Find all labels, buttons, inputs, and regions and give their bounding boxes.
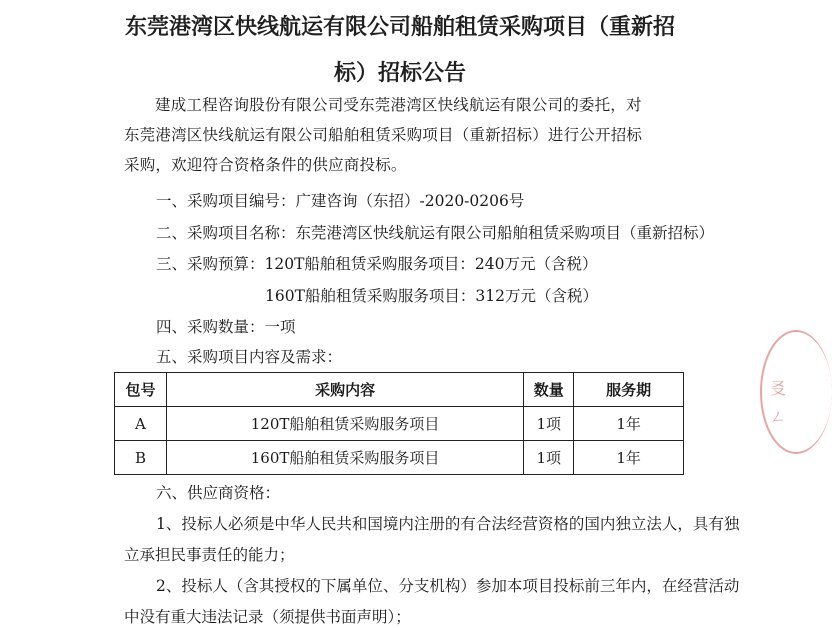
cell-quantity: 1项 <box>524 441 574 475</box>
qualification-1-line2: 立承担民事责任的能力； <box>124 546 295 564</box>
cell-content: 120T船舶租赁采购服务项目 <box>166 407 523 441</box>
cell-period: 1年 <box>574 441 684 475</box>
seal-glyph: 㕛 <box>770 379 787 398</box>
qualification-2-line1: 2、投标人（含其授权的下属单位、分支机构）参加本项目投标前三年内，在经营活动 <box>156 577 740 595</box>
header-package-no: 包号 <box>115 373 167 407</box>
seal-glyph: ㄥ <box>770 407 787 426</box>
table-row <box>115 407 684 441</box>
item-budget-160t: 160T船舶租赁采购服务项目：312万元（含税） <box>265 287 599 305</box>
cell-package: A <box>115 407 167 441</box>
table-row <box>115 441 684 475</box>
procurement-table <box>114 372 684 475</box>
cell-content: 160T船舶租赁采购服务项目 <box>166 441 523 475</box>
cell-quantity: 1项 <box>524 407 574 441</box>
intro-paragraph: 建成工程咨询股份有限公司受东莞港湾区快线航运有限公司的委托，对东莞港湾区快线航运有限公司船舶租赁采购项目（重新招标）进行公开招标采购，欢迎符合资格条件的供应商投标。 <box>124 96 643 174</box>
seal-stamp <box>760 330 832 454</box>
notice-title-line1: 东莞港湾区快线航运有限公司船舶租赁采购项目（重新招 <box>124 15 675 40</box>
qualification-1-line1: 1、投标人必须是中华人民共和国境内注册的有合法经营资格的国内独立法人，具有独 <box>156 515 740 533</box>
cell-period: 1年 <box>574 407 684 441</box>
item-content-heading: 五、采购项目内容及需求： <box>156 348 343 366</box>
header-service-period: 服务期 <box>574 373 684 407</box>
item-budget-120t: 三、采购预算：120T船舶租赁采购服务项目：240万元（含税） <box>156 255 598 273</box>
notice-title-line2: 标）招标公告 <box>333 61 466 86</box>
cell-package: B <box>115 441 167 475</box>
header-content: 采购内容 <box>166 373 523 407</box>
item-quantity: 四、采购数量：一项 <box>156 318 296 336</box>
item-project-number: 一、采购项目编号：广建咨询（东招）-2020-0206号 <box>156 192 525 210</box>
header-quantity: 数量 <box>524 373 574 407</box>
qualifications-heading: 六、供应商资格： <box>156 484 281 502</box>
qualification-2-line2: 中没有重大违法记录（须提供书面声明）； <box>124 608 411 626</box>
table-header-row <box>115 373 684 407</box>
item-project-name: 二、采购项目名称：东莞港湾区快线航运有限公司船舶租赁采购项目（重新招标） <box>156 224 715 242</box>
